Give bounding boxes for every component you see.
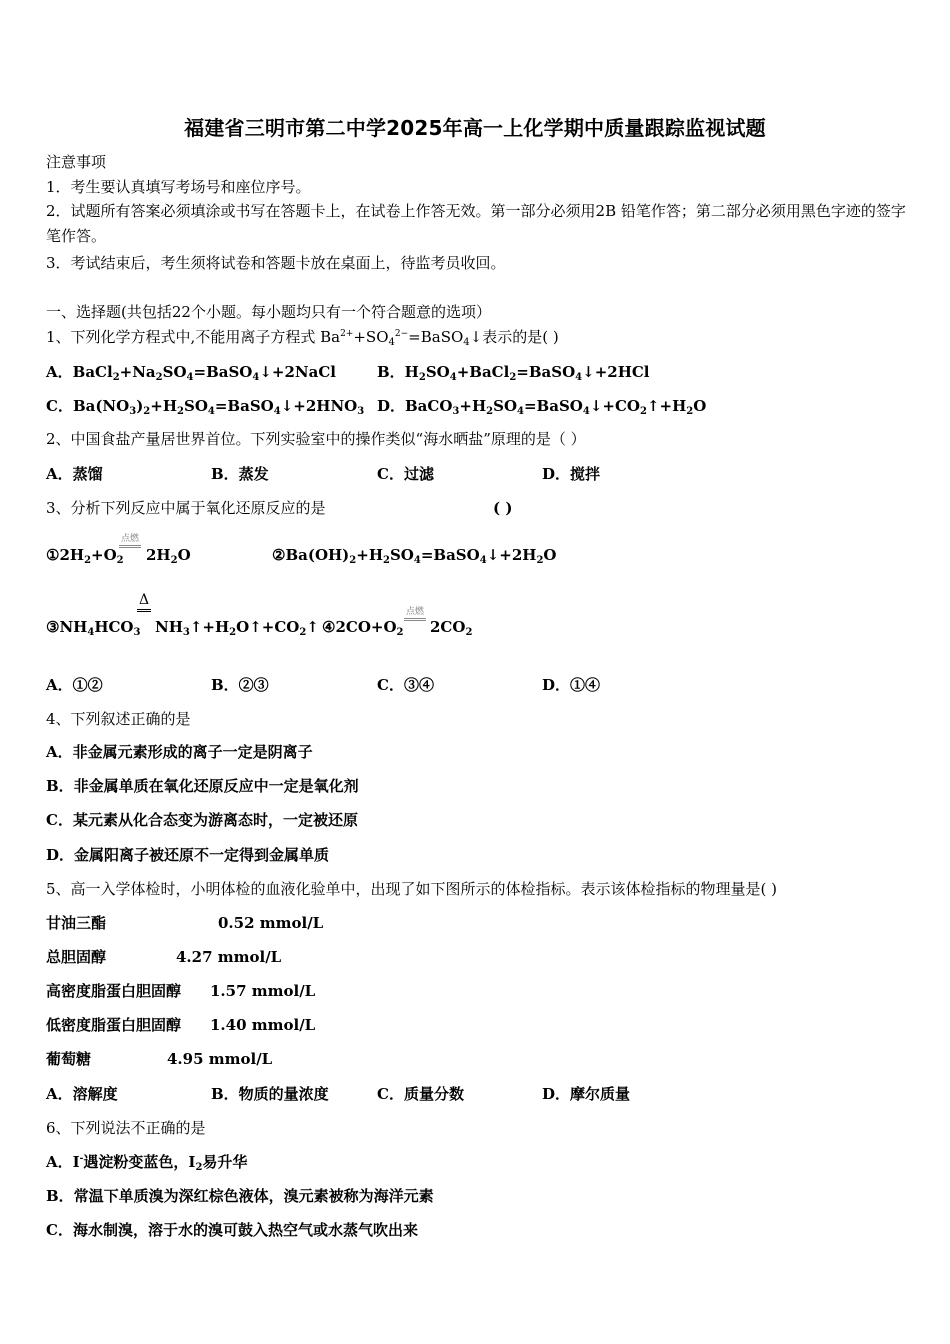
reaction-4-products: $2CO_2$ [430,618,473,638]
question-2-option-d: D．搅拌 [542,465,601,483]
reaction-4-condition: 点燃 [402,604,428,621]
section-heading: 一、选择题(共包括22个小题。每小题均只有一个符合题意的选项） [46,303,491,321]
question-5-option-b: B．物质的量浓度 [211,1085,329,1103]
question-4-option-b: B．非金属单质在氧化还原反应中一定是氧化剂 [46,777,359,795]
reaction-3-condition: Δ [134,592,154,612]
reaction-4-reactants: $④2CO+O_2$ [322,618,404,638]
indicator-value: 4.27 mmol/L [176,948,282,966]
reaction-3-reactants: $③NH_4HCO_3$ [46,618,141,638]
question-3-option-d: D．①④ [542,676,601,694]
question-4-option-c: C．某元素从化合态变为游离态时，一定被还原 [46,811,358,829]
notice-item-1: 1．考生要认真填写考场号和座位序号。 [46,178,311,196]
question-3-option-a: A．①② [46,676,103,694]
question-6-option-b: B．常温下单质溴为深红棕色液体，溴元素被称为海洋元素 [46,1187,434,1205]
reaction-2: $②Ba(OH)_2+H_2SO_4=BaSO_4↓+2H_2O$ [272,546,557,566]
indicator-value: 4.95 mmol/L [167,1050,273,1068]
reaction-3-products: $NH_3↑+H_2O↑+CO_2↑$ [155,618,319,638]
indicator-name: 高密度脂蛋白胆固醇 [46,982,182,1000]
question-4-option-d: D．金属阳离子被还原不一定得到金属单质 [46,846,330,864]
notice-item-2: 2．试题所有答案必须填涂或书写在答题卡上，在试卷上作答无效。第一部分必须用2B 铅笔作答；第二部分必须用黑色字迹的签字笔作答。 [46,202,906,245]
indicator-name: 总胆固醇 [46,948,107,966]
exam-title: 福建省三明市第二中学2025年高一上化学期中质量跟踪监视试题 [184,116,766,140]
question-5-option-d: D．摩尔质量 [542,1085,631,1103]
question-1-option-b: B．$H_2SO_4+BaCl_2=BaSO_4↓+2HCl$ [377,363,650,383]
question-5-option-c: C．质量分数 [377,1085,464,1103]
question-5-option-a: A．溶解度 [46,1085,118,1103]
question-2-option-a: A．蒸馏 [46,465,103,483]
indicator-name: 低密度脂蛋白胆固醇 [46,1016,182,1034]
question-5-stem: 5、高一入学体检时，小明体检的血液化验单中，出现了如下图所示的体检指标。表示该体检指标的物理量是( ) [46,880,778,898]
question-1-option-a: A．$BaCl_2+Na_2SO_4=BaSO_4↓+2NaCl$ [46,363,336,383]
indicator-value: 1.40 mmol/L [210,1016,316,1034]
question-2-option-c: C．过滤 [377,465,434,483]
notice-item-3: 3．考试结束后，考生须将试卷和答题卡放在桌面上，待监考员收回。 [46,254,506,272]
question-3-option-c: C．③④ [377,676,434,694]
question-6-option-a: A．I-遇淀粉变蓝色，$I_2$易升华 [46,1153,248,1173]
question-4-stem: 4、下列叙述正确的是 [46,710,191,728]
question-1-option-d: D．$BaCO_3+H_2SO_4=BaSO_4↓+CO_2↑+H_2O$ [377,397,707,417]
question-6-stem: 6、下列说法不正确的是 [46,1119,206,1137]
question-1-option-c: C．$Ba(NO_3)_2+H_2SO_4=BaSO_4↓+2HNO_3$ [46,397,365,417]
reaction-1-reactants: $①2H_2+O_2$ [46,546,124,566]
question-2-option-b: B．蒸发 [211,465,269,483]
indicator-name: 甘油三酯 [46,914,107,932]
indicator-value: 1.57 mmol/L [210,982,316,1000]
question-6-option-c: C．海水制溴，溶于水的溴可鼓入热空气或水蒸气吹出来 [46,1221,418,1239]
reaction-1-condition: 点燃 [116,531,144,548]
indicator-value: 0.52 mmol/L [218,914,324,932]
question-4-option-a: A．非金属元素形成的离子一定是阴离子 [46,743,313,761]
question-2-stem: 2、中国食盐产量居世界首位。下列实验室中的操作类似“海水晒盐”原理的是（ ） [46,430,586,448]
question-3-option-b: B．②③ [211,676,269,694]
question-3-paren: ( ) [493,499,513,517]
reaction-1-products: $2H_2O$ [146,546,191,566]
question-1-stem: 1、下列化学方程式中,不能用离子方程式 $Ba^{2+}+SO_4^{2-}=BaSO_4↓$表示的是( ) [46,328,559,348]
indicator-name: 葡萄糖 [46,1050,92,1068]
notice-heading: 注意事项 [46,153,107,171]
question-3-stem: 3、分析下列反应中属于氧化还原反应的是 [46,499,326,517]
